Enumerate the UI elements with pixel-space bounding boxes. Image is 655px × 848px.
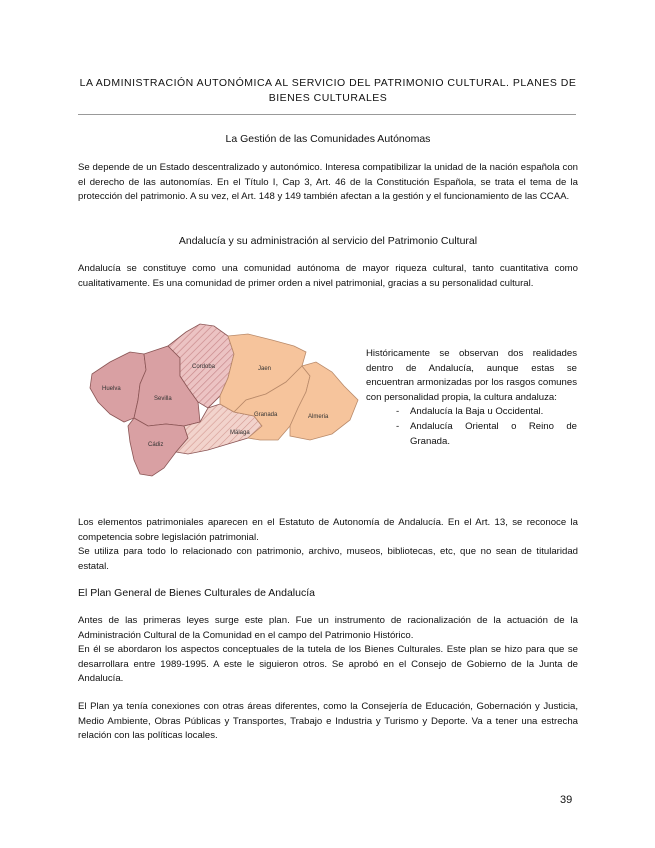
header-title-line2: BIENES CULTURALES bbox=[268, 92, 388, 104]
side-text-item: - Andalucía Oriental o Reino de Granada. bbox=[366, 420, 577, 449]
section-heading-gestion: La Gestión de las Comunidades Autónomas bbox=[225, 133, 431, 145]
paragraph-estatuto-text-1: Los elementos patrimoniales aparecen en el Estatuto de Autonomía de Andalucía. En el Art. 13, se reconoce la competencia sobre legislación patrimonial. bbox=[78, 517, 578, 543]
section-heading-plan-general: El Plan General de Bienes Culturales de Andalucía bbox=[78, 587, 315, 599]
header-title-line1: LA ADMINISTRACIÓN AUTONÓMICA AL SERVICIO DEL PATRIMONIO CULTURAL. PLANES DE bbox=[79, 77, 577, 89]
paragraph-plan-text-2: En él se abordaron los aspectos conceptuales de la tutela de los Bienes Culturales. Este plan se hizo para que se desarrollara entre 1989-1995. A este le siguieron otros. Se aprobó en el Consejo de Gobierno de la Junta de Andalucía. bbox=[78, 644, 578, 685]
paragraph-plan-text-3: El Plan ya tenía conexiones con otras áreas diferentes, como la Consejería de Educación, Gobernación y Justicia, Medio Ambiente, Obras Públicas y Transportes, Trabajo e Industria y Turismo y Deporte. Va a tener una estrecha relación con las políticas locales. bbox=[78, 701, 578, 742]
paragraph-plan-text-1: Antes de las primeras leyes surge este plan. Fue un instrumento de racionalización de la actuación de la Administración Cultural de la Comunidad en el campo del Patrimonio Histórico. bbox=[78, 615, 578, 641]
header-divider bbox=[78, 114, 576, 115]
paragraph-andalucia bbox=[78, 262, 578, 291]
paragraph-plan-general bbox=[78, 614, 578, 687]
side-text-item: - Andalucía la Baja u Occidental. bbox=[366, 405, 577, 420]
province-label-malaga: Málaga bbox=[230, 430, 250, 436]
page-header bbox=[78, 76, 578, 106]
paragraph-plan-conexiones bbox=[78, 700, 578, 744]
page-number: 39 bbox=[560, 794, 573, 806]
side-text-list bbox=[366, 405, 577, 449]
province-label-sevilla: Sevilla bbox=[154, 396, 172, 402]
province-label-cordoba: Cordoba bbox=[192, 364, 216, 370]
paragraph-andalucia-text: Andalucía se constituye como una comunidad autónoma de mayor riqueza cultural, tanto cuantitativa como cualitativamente. Es una comunidad de primer orden a nivel patrimonial, gracias a su personalidad cultural. bbox=[78, 263, 578, 289]
section-heading-andalucia: Andalucía y su administración al servicio del Patrimonio Cultural bbox=[178, 235, 478, 247]
map-side-text bbox=[366, 347, 577, 449]
andalucia-map bbox=[88, 322, 364, 482]
province-label-huelva: Huelva bbox=[102, 386, 121, 392]
side-text-intro: Históricamente se observan dos realidades dentro de Andalucía, aunque estas se encuentran armonizadas por los rasgos comunes con personalidad propia, la cultura andaluza: bbox=[366, 348, 577, 403]
province-label-granada: Granada bbox=[254, 412, 278, 418]
province-label-almeria: Almeria bbox=[308, 414, 329, 420]
paragraph-gestion bbox=[78, 161, 578, 205]
paragraph-estatuto-text-2: Se utiliza para todo lo relacionado con patrimonio, archivo, museos, bibliotecas, etc, que no sean de titularidad estatal. bbox=[78, 546, 578, 572]
province-label-cadiz: Cádiz bbox=[148, 442, 164, 448]
province-label-jaen: Jaen bbox=[258, 366, 272, 372]
paragraph-gestion-text: Se depende de un Estado descentralizado y autonómico. Interesa compatibilizar la unidad de la nación española con el derecho de las autonomías. En el Título I, Cap 3, Art. 46 de la Constitución Española, se trata el tema de la protección del patrimonio. A su vez, el Art. 148 y 149 también afectan a la gestión y el funcionamiento de las CCAA. bbox=[78, 162, 578, 203]
paragraph-estatuto bbox=[78, 516, 578, 574]
